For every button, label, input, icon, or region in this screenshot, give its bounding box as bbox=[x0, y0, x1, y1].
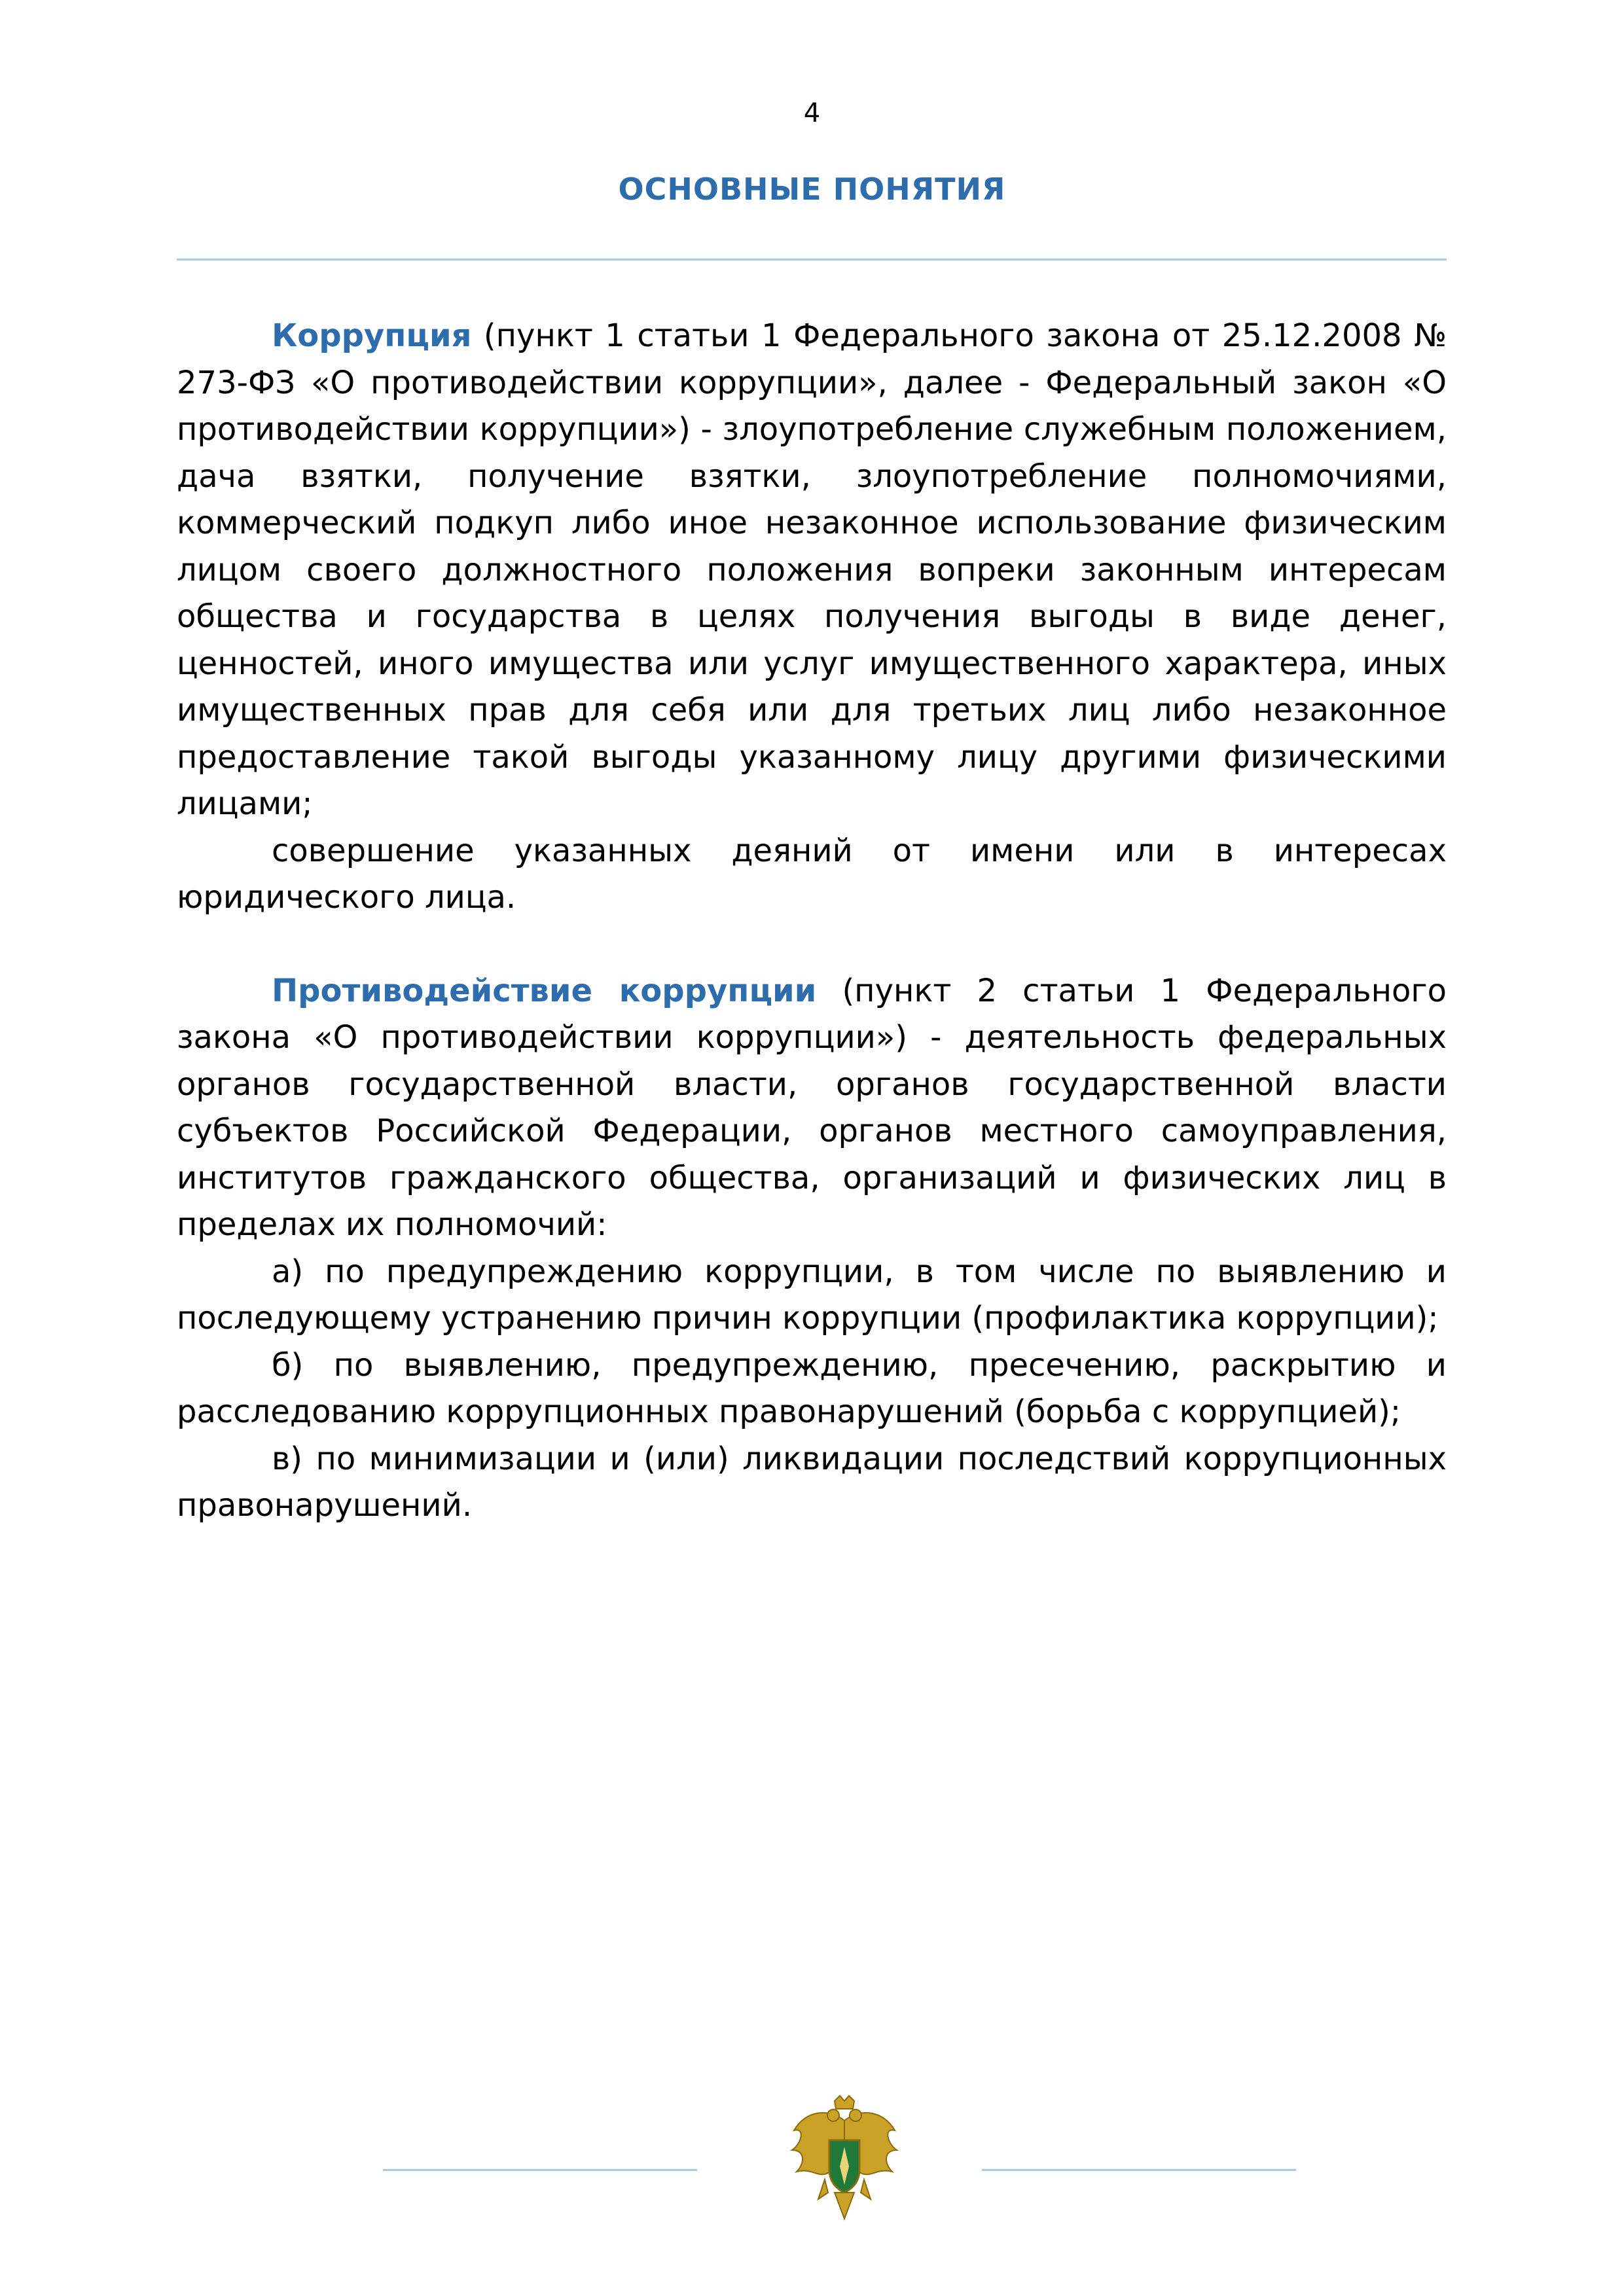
footer-divider-right bbox=[982, 2169, 1296, 2171]
definitions-body bbox=[177, 313, 1447, 1530]
definition-continuation: совершение указанных деяний от имени или в интересах юридического лица. bbox=[177, 832, 1447, 916]
definition-text: (пункт 1 статьи 1 Федерального закона от 25.12.2008 № 273-ФЗ «О противодействии коррупции», далее - Федеральный закон «О противодействии коррупции») - злоупотребление служебным положением, дача взятки, получение взятки, злоупотребление полномочиями, коммерческий подкуп либо иное незаконное использование физическим лицом своего должностного положения вопреки законным интересам общества и государства в целях получения выгоды в виде денег, ценностей, иного имущества или услуг имущественного характера, иных имущественных прав для себя или для третьих лиц либо незаконное предоставление такой выгоды указанному лицу другими физическими лицами; bbox=[177, 317, 1447, 822]
definition-list-item: а) по предупреждению коррупции, в том числе по выявлению и последующему устранению причин коррупции (профилактика коррупции); bbox=[177, 1253, 1447, 1336]
definition-text: (пункт 2 статьи 1 Федерального закона «О противодействии коррупции») - деятельность федеральных органов государственной власти, органов государственной власти субъектов Российской Федерации, органов местного самоуправления, институтов гражданского общества, организаций и физических лиц в пределах их полномочий: bbox=[177, 972, 1447, 1243]
definition-term: Коррупция bbox=[272, 317, 472, 354]
definition-term: Противодействие коррупции bbox=[272, 972, 817, 1009]
footer-divider-left bbox=[383, 2169, 697, 2171]
definition-paragraph bbox=[177, 313, 1447, 828]
definition-list-item: б) по выявлению, предупреждению, пресечению, раскрытию и расследованию коррупционных правонарушений (борьба с коррупцией); bbox=[177, 1346, 1447, 1430]
definition-paragraph bbox=[177, 968, 1447, 1249]
prosecutor-emblem-icon bbox=[789, 2094, 900, 2225]
definition-list-item: в) по минимизации и (или) ликвидации последствий коррупционных правонарушений. bbox=[177, 1440, 1447, 1524]
page-number: 4 bbox=[803, 98, 821, 128]
title-divider bbox=[177, 259, 1447, 260]
page-title: ОСНОВНЫЕ ПОНЯТИЯ bbox=[618, 171, 1006, 207]
